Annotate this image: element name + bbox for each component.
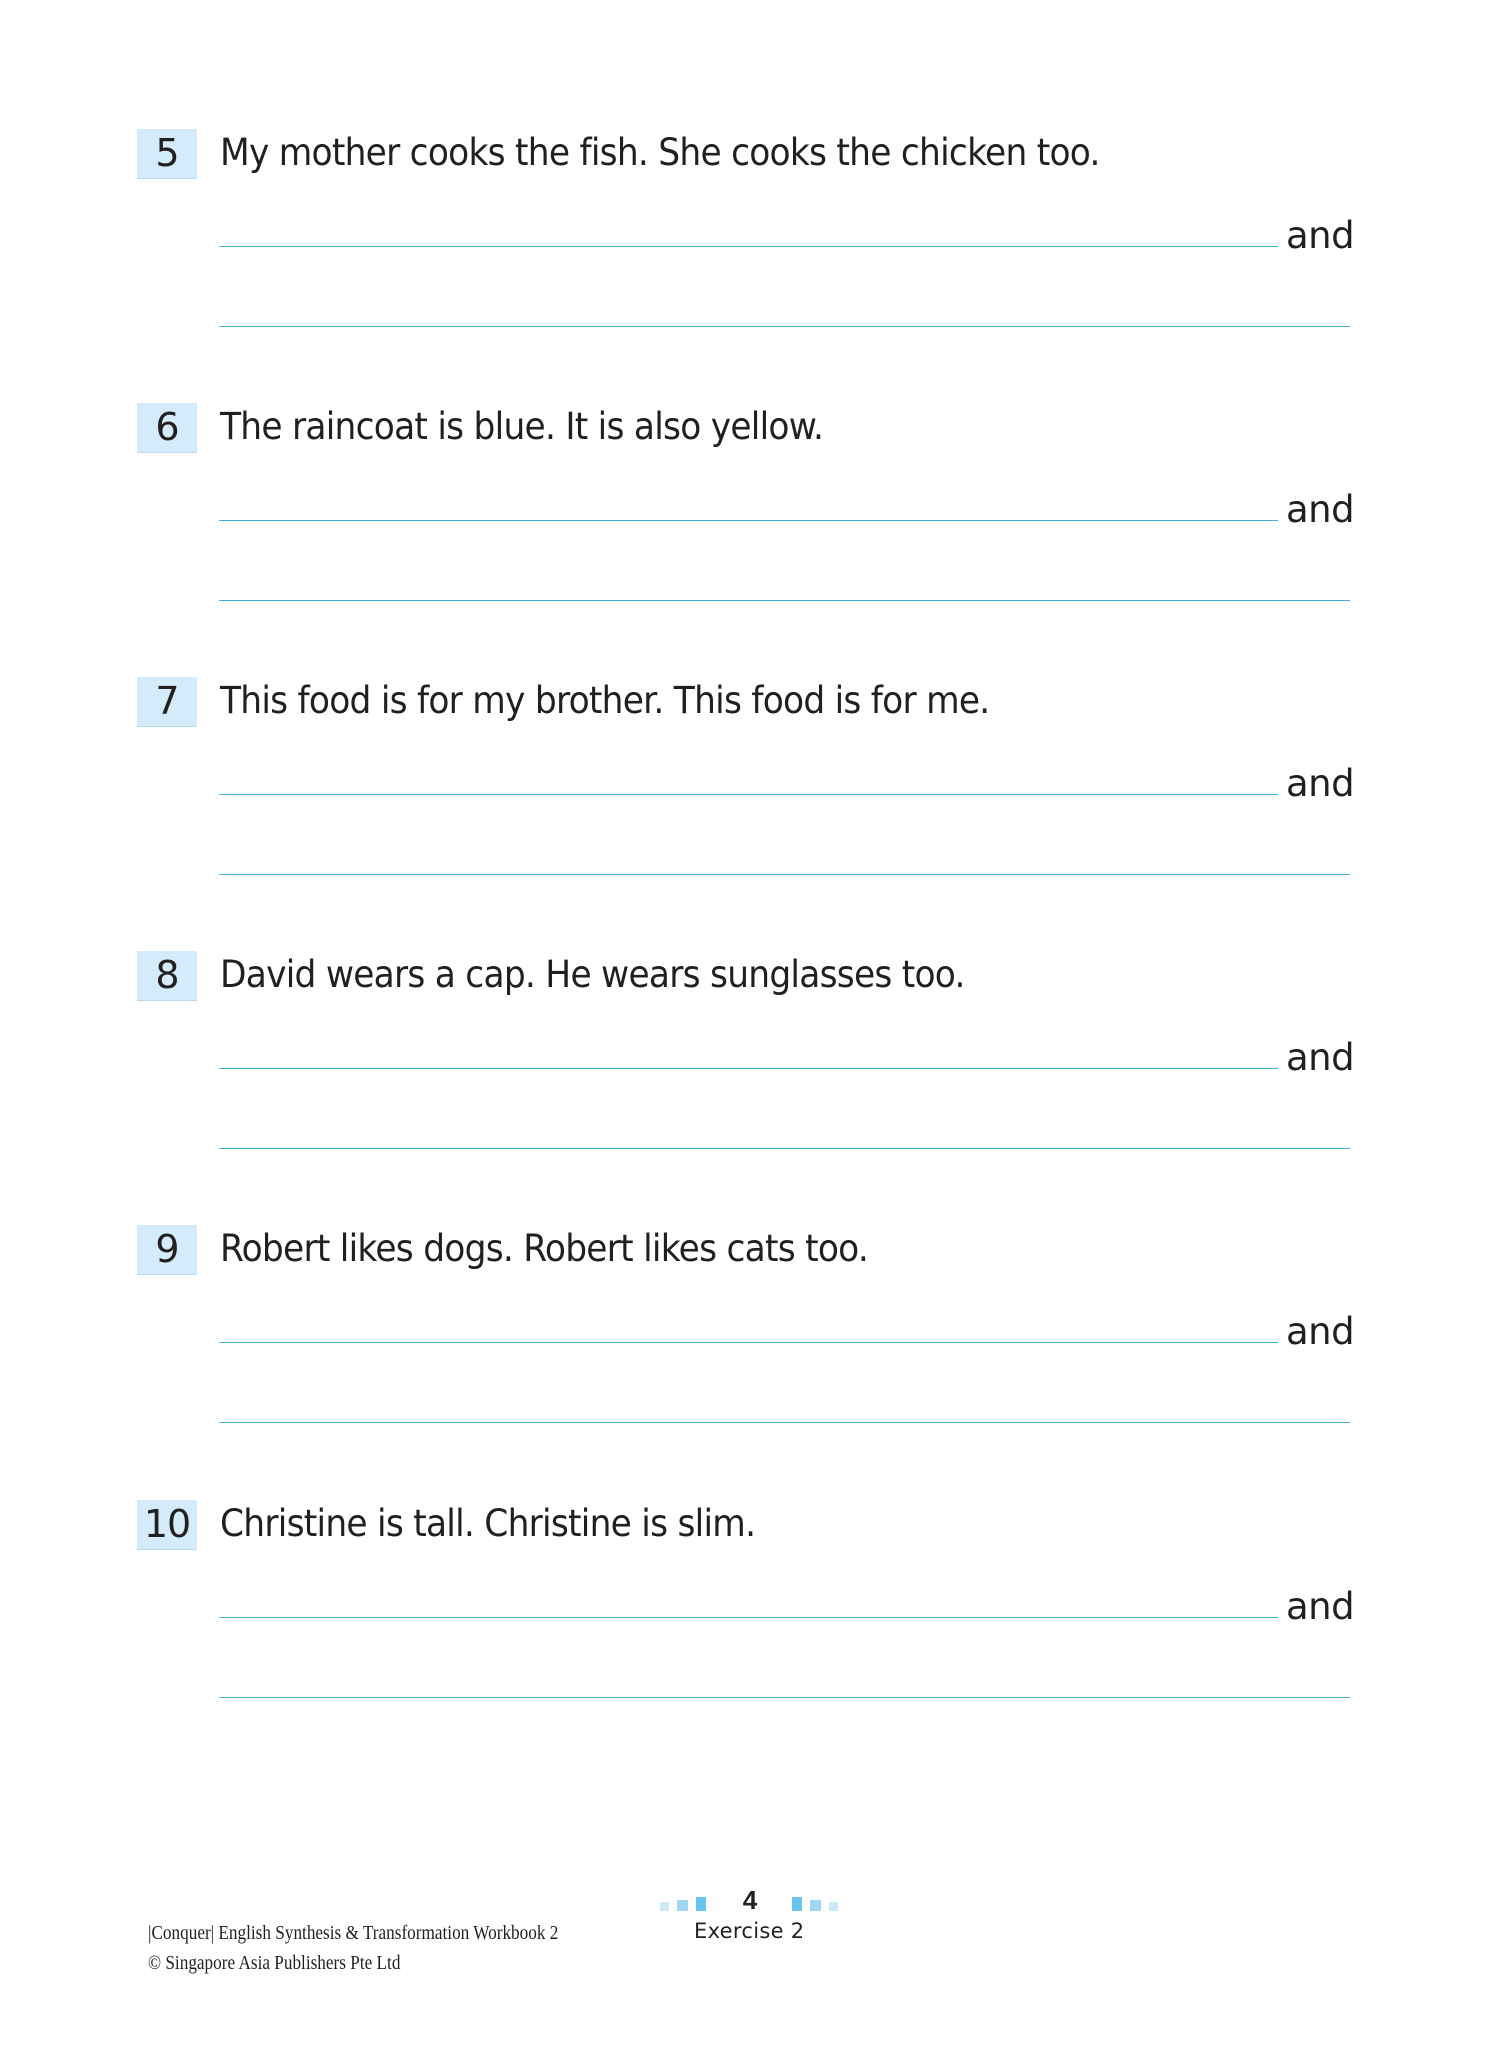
decorative-square-icon [810,1900,821,1911]
connector-word: and [1286,1036,1355,1079]
question-number: 7 [155,679,179,723]
connector-word: and [1286,488,1355,531]
question-number: 10 [143,1502,191,1546]
answer-line-1[interactable] [219,1617,1278,1618]
question-sentence: David wears a cap. He wears sunglasses too. [220,953,965,996]
connector-word: and [1286,1585,1355,1628]
connector-word: and [1286,214,1355,257]
decorative-square-icon [696,1897,706,1911]
question-number: 6 [155,405,179,449]
connector-word: and [1286,1310,1355,1353]
page-number: 4 [742,1885,758,1915]
question-sentence: The raincoat is blue. It is also yellow. [220,405,824,448]
exercise-item-9 [0,1225,1504,1499]
copyright: © Singapore Asia Publishers Pte Ltd [148,1952,401,1974]
decorative-square-icon [792,1897,802,1911]
question-number-box [137,1500,197,1550]
exercise-item-10 [0,1500,1504,1774]
question-number: 9 [155,1227,179,1271]
exercise-item-6 [0,403,1504,677]
answer-line-2[interactable] [219,326,1350,327]
connector-word: and [1286,762,1355,805]
question-sentence: Robert likes dogs. Robert likes cats too. [220,1227,869,1270]
answer-line-2[interactable] [219,874,1350,875]
question-number-box [137,403,197,453]
question-number-box [137,129,197,179]
exercise-item-5 [0,129,1504,403]
section-label: Exercise 2 [694,1919,805,1943]
question-number-box [137,1225,197,1275]
exercise-item-7 [0,677,1504,951]
decorative-square-icon [829,1902,838,1911]
book-title: |Conquer| English Synthesis & Transformation Workbook 2 [148,1922,559,1944]
question-sentence: This food is for my brother. This food is for me. [220,679,990,722]
question-number-box [137,951,197,1001]
decorative-square-icon [677,1900,688,1911]
answer-line-1[interactable] [219,1068,1278,1069]
decorative-square-icon [660,1902,669,1911]
exercise-item-8 [0,951,1504,1225]
answer-line-2[interactable] [219,1148,1350,1149]
answer-line-2[interactable] [219,600,1350,601]
question-sentence: Christine is tall. Christine is slim. [220,1502,756,1545]
footer-credits [148,1918,558,1978]
answer-line-1[interactable] [219,1342,1278,1343]
page-marker [655,1886,845,1956]
answer-line-2[interactable] [219,1697,1350,1698]
question-number-box [137,677,197,727]
question-number: 8 [155,953,179,997]
answer-line-1[interactable] [219,520,1278,521]
question-sentence: My mother cooks the fish. She cooks the chicken too. [220,131,1100,174]
answer-line-2[interactable] [219,1422,1350,1423]
question-number: 5 [155,131,179,175]
answer-line-1[interactable] [219,794,1278,795]
answer-line-1[interactable] [219,246,1278,247]
